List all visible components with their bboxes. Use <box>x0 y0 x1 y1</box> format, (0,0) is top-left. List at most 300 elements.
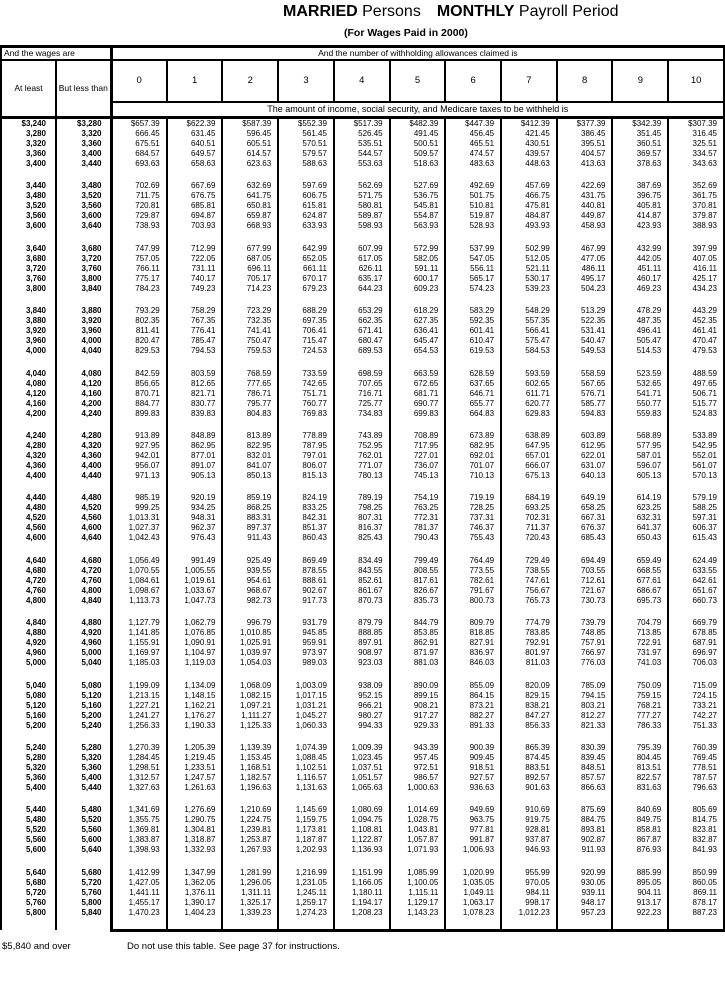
spacer-cell <box>111 169 167 181</box>
but-less-cell: 5,360 <box>56 763 111 773</box>
spacer-cell <box>612 918 668 930</box>
amount-cell: 884.77 <box>111 399 167 409</box>
spacer-cell <box>445 419 501 431</box>
at-least-cell: 4,320 <box>1 451 56 461</box>
amount-cell: 738.93 <box>111 221 167 231</box>
at-least-cell: 4,600 <box>1 533 56 543</box>
spacer-cell <box>445 918 501 930</box>
table-row <box>1 523 724 533</box>
amount-cell: 877.01 <box>167 451 223 461</box>
amount-cell: 1,129.17 <box>390 898 446 908</box>
spacer-cell <box>445 356 501 368</box>
amount-cell: 1,208.23 <box>334 908 390 918</box>
amount-cell: 760.77 <box>278 399 334 409</box>
but-less-cell: $3,280 <box>56 118 111 130</box>
amount-cell: 712.61 <box>557 576 613 586</box>
spacer-cell <box>278 918 334 930</box>
amount-cell: 973.97 <box>278 648 334 658</box>
amount-cell: 1,185.03 <box>111 658 167 668</box>
amount-cell: 423.93 <box>612 221 668 231</box>
amount-cell: 763.25 <box>390 503 446 513</box>
amount-cell: 1,100.05 <box>390 878 446 888</box>
amount-cell: 895.05 <box>612 878 668 888</box>
amount-cell: 771.07 <box>334 461 390 471</box>
but-less-cell: 5,800 <box>56 898 111 908</box>
amount-cell: 422.69 <box>557 181 613 191</box>
table-row <box>1 815 724 825</box>
amount-cell: 1,169.97 <box>111 648 167 658</box>
spacer-cell <box>56 169 111 181</box>
spacer-cell <box>334 668 390 680</box>
table-row <box>1 888 724 898</box>
table-row <box>1 159 724 169</box>
amount-cell: 1,332.93 <box>167 845 223 855</box>
spacer-cell <box>668 169 724 181</box>
amount-cell: 787.95 <box>278 441 334 451</box>
amount-cell: 565.17 <box>445 274 501 284</box>
at-least-header: At least <box>1 60 56 118</box>
amount-cell: 684.57 <box>111 149 167 159</box>
amount-cell: 1,341.69 <box>111 805 167 815</box>
amount-cell: 1,131.63 <box>278 783 334 793</box>
amount-cell: 607.99 <box>334 244 390 254</box>
spacer-cell <box>334 231 390 243</box>
at-least-cell: 4,360 <box>1 461 56 471</box>
amount-cell: 893.81 <box>557 825 613 835</box>
at-least-cell: 3,960 <box>1 336 56 346</box>
amount-cell: 767.35 <box>167 316 223 326</box>
spacer-cell <box>111 793 167 805</box>
allowance-col-0: 0 <box>111 60 167 102</box>
amount-cell: 755.43 <box>445 533 501 543</box>
spacer-cell <box>557 419 613 431</box>
amount-cell: 675.13 <box>501 471 557 481</box>
amount-cell: 800.73 <box>445 596 501 606</box>
but-less-cell: 5,480 <box>56 805 111 815</box>
spacer-cell <box>501 481 557 493</box>
amount-cell: 668.93 <box>222 221 278 231</box>
amount-cell: 746.37 <box>445 523 501 533</box>
amount-cell: 478.29 <box>612 306 668 316</box>
amount-cell: 991.49 <box>167 556 223 566</box>
wages-are-header: And the wages are <box>1 47 111 60</box>
amount-cell: 728.25 <box>445 503 501 513</box>
at-least-cell: 5,720 <box>1 888 56 898</box>
spacer-cell <box>167 543 223 555</box>
amount-cell: 931.79 <box>278 618 334 628</box>
spacer-cell <box>390 793 446 805</box>
spacer-cell <box>612 731 668 743</box>
amount-cell: 1,051.57 <box>334 773 390 783</box>
spacer-cell <box>501 419 557 431</box>
amount-cell: 848.51 <box>557 763 613 773</box>
amount-cell: 724.53 <box>278 346 334 356</box>
amount-cell: 959.91 <box>278 638 334 648</box>
spacer-cell <box>1 918 56 930</box>
at-least-cell: 4,000 <box>1 346 56 356</box>
amount-cell: 996.79 <box>222 618 278 628</box>
amount-cell: 897.37 <box>222 523 278 533</box>
amount-cell: 908.21 <box>390 701 446 711</box>
amount-cell: 659.49 <box>612 556 668 566</box>
amount-cell: 925.49 <box>222 556 278 566</box>
table-row <box>1 461 724 471</box>
amount-cell: 1,019.61 <box>167 576 223 586</box>
amount-cell: 443.29 <box>668 306 724 316</box>
amount-cell: 1,196.63 <box>222 783 278 793</box>
amount-cell: 491.45 <box>390 129 446 139</box>
at-least-cell: 5,320 <box>1 763 56 773</box>
but-less-cell: 3,360 <box>56 139 111 149</box>
amount-cell: 998.17 <box>501 898 557 908</box>
spacer-cell <box>1 356 56 368</box>
spacer-cell <box>668 543 724 555</box>
amount-cell: 644.23 <box>334 284 390 294</box>
group-spacer <box>1 356 724 368</box>
amount-cell: 850.13 <box>222 471 278 481</box>
amount-cell: 856.65 <box>111 379 167 389</box>
table-row <box>1 618 724 628</box>
spacer-cell <box>334 918 390 930</box>
allowances-claimed-header: And the number of withholding allowances claimed is <box>111 47 724 60</box>
but-less-cell: 4,520 <box>56 503 111 513</box>
amount-cell: 760.39 <box>668 743 724 753</box>
amount-cell: 601.41 <box>445 326 501 336</box>
amount-cell: 839.45 <box>557 753 613 763</box>
amount-cell: 795.39 <box>612 743 668 753</box>
amount-cell: 851.37 <box>278 523 334 533</box>
amount-cell: 1,042.43 <box>111 533 167 543</box>
spacer-cell <box>390 419 446 431</box>
amount-cell: 495.17 <box>557 274 613 284</box>
spacer-cell <box>501 855 557 867</box>
spacer-cell <box>167 169 223 181</box>
amount-cell: 1,005.55 <box>167 566 223 576</box>
amount-cell: 897.91 <box>334 638 390 648</box>
amount-cell: 549.53 <box>557 346 613 356</box>
at-least-cell: 4,280 <box>1 441 56 451</box>
spacer-cell <box>445 731 501 743</box>
spacer-cell <box>111 294 167 306</box>
amount-cell: 803.59 <box>167 369 223 379</box>
amount-cell: 557.35 <box>501 316 557 326</box>
at-least-cell: 3,920 <box>1 326 56 336</box>
amount-cell: 686.67 <box>612 586 668 596</box>
amount-cell: 989.03 <box>278 658 334 668</box>
table-row <box>1 221 724 231</box>
table-row <box>1 658 724 668</box>
spacer-cell <box>557 356 613 368</box>
amount-cell: 466.75 <box>501 191 557 201</box>
amount-cell: 733.59 <box>278 369 334 379</box>
spacer-cell <box>1 793 56 805</box>
amount-cell: 754.19 <box>390 493 446 503</box>
group-spacer <box>1 731 724 743</box>
amount-cell: 548.29 <box>501 306 557 316</box>
amount-cell: 672.65 <box>390 379 446 389</box>
allowance-col-2: 2 <box>222 60 278 102</box>
amount-cell: 776.41 <box>167 326 223 336</box>
amount-cell: 764.49 <box>445 556 501 566</box>
amount-cell: 448.63 <box>501 159 557 169</box>
spacer-cell <box>390 481 446 493</box>
at-least-cell: 3,520 <box>1 201 56 211</box>
but-less-cell: 4,280 <box>56 431 111 441</box>
at-least-cell: 4,080 <box>1 379 56 389</box>
amount-cell: 1,063.17 <box>445 898 501 908</box>
amount-cell: 766.11 <box>111 264 167 274</box>
amount-cell: 547.05 <box>445 254 501 264</box>
amount-cell: 566.41 <box>501 326 557 336</box>
amount-cell: 873.21 <box>445 701 501 711</box>
but-less-cell: 3,600 <box>56 211 111 221</box>
amount-cell: 824.19 <box>278 493 334 503</box>
amount-cell: 1,134.09 <box>167 681 223 691</box>
amount-cell: 452.35 <box>668 316 724 326</box>
amount-cell: 562.69 <box>334 181 390 191</box>
allowance-col-10: 10 <box>668 60 724 102</box>
table-body <box>1 118 724 931</box>
amount-cell: 405.81 <box>612 201 668 211</box>
amount-cell: 667.31 <box>557 513 613 523</box>
amount-cell: 710.13 <box>445 471 501 481</box>
amount-cell: 603.89 <box>557 431 613 441</box>
spacer-cell <box>278 294 334 306</box>
amount-cell: 846.03 <box>445 658 501 668</box>
amount-cell: 839.83 <box>167 409 223 419</box>
spacer-cell <box>278 419 334 431</box>
spacer-cell <box>557 606 613 618</box>
amount-cell: 430.51 <box>501 139 557 149</box>
amount-cell: 731.11 <box>167 264 223 274</box>
but-less-cell: 5,680 <box>56 868 111 878</box>
amount-cell: 637.65 <box>445 379 501 389</box>
table-row <box>1 691 724 701</box>
spacer-cell <box>1 294 56 306</box>
amount-cell: 540.47 <box>557 336 613 346</box>
amount-cell: 815.13 <box>278 471 334 481</box>
table-row <box>1 369 724 379</box>
amount-cell: 927.57 <box>445 773 501 783</box>
amount-cell: 658.63 <box>167 159 223 169</box>
amount-cell: 1,210.69 <box>222 805 278 815</box>
spacer-cell <box>167 793 223 805</box>
amount-cell: 577.95 <box>612 441 668 451</box>
amount-cell: 1,043.81 <box>390 825 446 835</box>
amount-cell: $622.39 <box>167 118 223 130</box>
amount-cell: 1,311.11 <box>222 888 278 898</box>
amount-cell: 1,369.81 <box>111 825 167 835</box>
spacer-cell <box>668 793 724 805</box>
at-least-cell: 4,960 <box>1 648 56 658</box>
amount-cell: 865.39 <box>501 743 557 753</box>
amount-cell: 633.55 <box>668 566 724 576</box>
at-least-cell: 3,680 <box>1 254 56 264</box>
amount-cell: 901.63 <box>501 783 557 793</box>
at-least-cell: 4,200 <box>1 409 56 419</box>
amount-cell: 762.01 <box>334 451 390 461</box>
amount-cell: 750.47 <box>222 336 278 346</box>
spacer-cell <box>501 231 557 243</box>
amount-cell: 568.89 <box>612 431 668 441</box>
amount-cell: 1,304.81 <box>167 825 223 835</box>
spacer-cell <box>1 668 56 680</box>
spacer-cell <box>501 169 557 181</box>
but-less-cell: 5,280 <box>56 743 111 753</box>
amount-cell: 866.63 <box>557 783 613 793</box>
amount-cell: 1,039.97 <box>222 648 278 658</box>
spacer-cell <box>445 793 501 805</box>
but-less-cell: 3,560 <box>56 201 111 211</box>
amount-cell: 999.25 <box>111 503 167 513</box>
spacer-cell <box>167 481 223 493</box>
amount-cell: 588.25 <box>668 503 724 513</box>
amount-cell: 1,010.85 <box>222 628 278 638</box>
allowance-col-7: 7 <box>501 60 557 102</box>
at-least-cell: 5,560 <box>1 835 56 845</box>
amount-cell: 596.07 <box>612 461 668 471</box>
at-least-cell: 5,800 <box>1 908 56 918</box>
amount-cell: 1,104.97 <box>167 648 223 658</box>
amount-cell: 1,078.23 <box>445 908 501 918</box>
amount-cell: 984.11 <box>501 888 557 898</box>
spacer-cell <box>222 356 278 368</box>
amount-cell: 646.71 <box>445 389 501 399</box>
spacer-cell <box>612 855 668 867</box>
amount-cell: 963.75 <box>445 815 501 825</box>
amount-cell: 528.93 <box>445 221 501 231</box>
amount-cell: 361.75 <box>668 191 724 201</box>
amount-cell: 509.57 <box>390 149 446 159</box>
spacer-cell <box>390 606 446 618</box>
amount-cell: 835.73 <box>390 596 446 606</box>
at-least-cell: 3,760 <box>1 274 56 284</box>
amount-cell: 780.13 <box>334 471 390 481</box>
amount-cell: 474.57 <box>445 149 501 159</box>
amount-cell: 622.01 <box>557 451 613 461</box>
amount-cell: 806.07 <box>278 461 334 471</box>
but-less-cell: 3,400 <box>56 149 111 159</box>
amount-cell: 878.17 <box>668 898 724 908</box>
amount-cell: 1,362.05 <box>167 878 223 888</box>
amount-cell: 703.93 <box>167 221 223 231</box>
amount-cell: 711.37 <box>501 523 557 533</box>
amount-cell: 1,327.63 <box>111 783 167 793</box>
at-least-cell: 3,440 <box>1 181 56 191</box>
but-less-cell: 5,160 <box>56 701 111 711</box>
amount-cell: 1,090.91 <box>167 638 223 648</box>
spacer-cell <box>445 169 501 181</box>
amount-cell: 822.95 <box>222 441 278 451</box>
amount-cell: 1,312.57 <box>111 773 167 783</box>
but-less-cell: 4,120 <box>56 379 111 389</box>
amount-cell: 976.43 <box>167 533 223 543</box>
amount-cell: 843.55 <box>334 566 390 576</box>
amount-cell: 727.01 <box>390 451 446 461</box>
spacer-cell <box>445 668 501 680</box>
table-row <box>1 576 724 586</box>
amount-cell: 1,151.99 <box>334 868 390 878</box>
spacer-cell <box>557 855 613 867</box>
spacer-cell <box>445 231 501 243</box>
spacer-cell <box>668 668 724 680</box>
amount-cell: 388.93 <box>668 221 724 231</box>
amount-cell: 802.35 <box>111 316 167 326</box>
amount-cell: 929.33 <box>390 721 446 731</box>
amount-cell: 1,074.39 <box>278 743 334 753</box>
amount-cell: 1,113.73 <box>111 596 167 606</box>
amount-cell: 1,085.99 <box>390 868 446 878</box>
table-row <box>1 845 724 855</box>
amount-cell: 1,261.63 <box>167 783 223 793</box>
amount-cell: 1,176.27 <box>167 711 223 721</box>
spacer-cell <box>278 731 334 743</box>
amount-cell: 920.99 <box>557 868 613 878</box>
amount-cell: 783.85 <box>501 628 557 638</box>
amount-cell: 768.21 <box>612 701 668 711</box>
title-persons: Persons <box>357 3 421 20</box>
amount-cell: 878.55 <box>278 566 334 576</box>
amount-cell: 966.21 <box>334 701 390 711</box>
table-row <box>1 773 724 783</box>
amount-cell: 667.69 <box>167 181 223 191</box>
spacer-cell <box>390 668 446 680</box>
amount-cell: 917.27 <box>390 711 446 721</box>
but-less-cell: 5,720 <box>56 878 111 888</box>
amount-cell: 892.57 <box>501 773 557 783</box>
spacer-cell <box>501 356 557 368</box>
amount-cell: 887.23 <box>668 908 724 918</box>
spacer-cell <box>167 918 223 930</box>
amount-cell: 1,045.27 <box>278 711 334 721</box>
amount-cell: 694.87 <box>167 211 223 221</box>
amount-cell: 869.11 <box>668 888 724 898</box>
amount-cell: 627.35 <box>390 316 446 326</box>
at-least-cell: 5,600 <box>1 845 56 855</box>
amount-cell: 822.57 <box>612 773 668 783</box>
amount-cell: 812.27 <box>557 711 613 721</box>
amount-cell: 870.73 <box>334 596 390 606</box>
amount-cell: 1,182.57 <box>222 773 278 783</box>
amount-cell: 977.81 <box>445 825 501 835</box>
but-less-cell: 3,840 <box>56 284 111 294</box>
spacer-cell <box>557 481 613 493</box>
amount-cell: 552.01 <box>668 451 724 461</box>
table-row <box>1 556 724 566</box>
but-less-cell: 4,040 <box>56 346 111 356</box>
amount-cell: 1,376.11 <box>167 888 223 898</box>
table-row <box>1 399 724 409</box>
amount-cell: 773.55 <box>445 566 501 576</box>
but-less-cell: 3,920 <box>56 316 111 326</box>
amount-cell: 1,088.45 <box>278 753 334 763</box>
but-less-than-header: But less than <box>56 60 111 118</box>
amount-cell: 1,276.69 <box>167 805 223 815</box>
spacer-cell <box>390 231 446 243</box>
amount-cell: 900.39 <box>445 743 501 753</box>
amount-cell: $517.39 <box>334 118 390 130</box>
at-least-cell: 4,440 <box>1 493 56 503</box>
amount-cell: 602.65 <box>501 379 557 389</box>
amount-cell: 820.09 <box>501 681 557 691</box>
amount-cell: 696.97 <box>668 648 724 658</box>
amount-cell: 624.49 <box>668 556 724 566</box>
spacer-cell <box>278 668 334 680</box>
amount-cell: 1,347.99 <box>167 868 223 878</box>
amount-cell: 668.55 <box>612 566 668 576</box>
amount-cell: 1,127.79 <box>111 618 167 628</box>
amount-cell: 859.19 <box>222 493 278 503</box>
